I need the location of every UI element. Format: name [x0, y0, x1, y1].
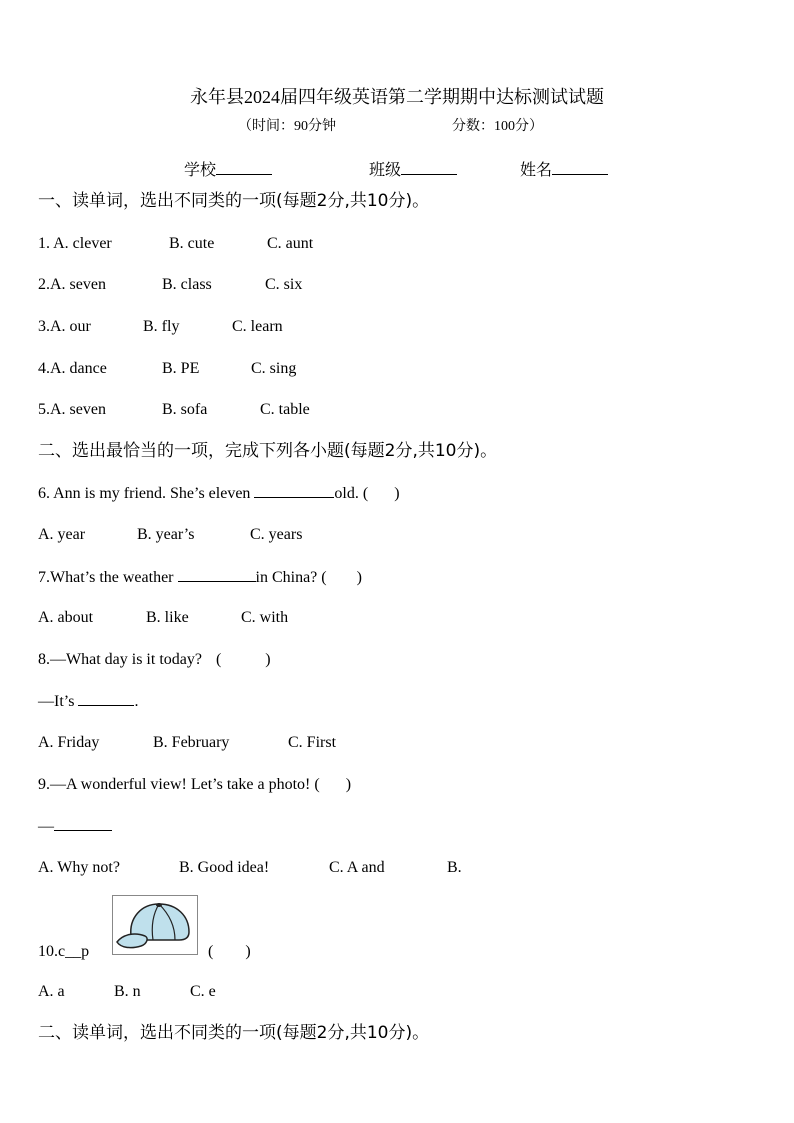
- q9-option-d[interactable]: B.: [447, 859, 462, 876]
- q4-option-a[interactable]: 4.A. dance: [38, 360, 107, 377]
- q8-reply-text: —It’s: [38, 693, 75, 710]
- q3-option-b[interactable]: B. fly: [143, 318, 180, 335]
- q1-option-c[interactable]: C. aunt: [267, 235, 314, 252]
- q7-option-b[interactable]: B. like: [146, 609, 189, 626]
- class-blank[interactable]: [401, 160, 457, 175]
- q7-option-a[interactable]: A. about: [38, 609, 94, 626]
- q3-option-c[interactable]: C. learn: [232, 318, 283, 335]
- question-8-stem: [38, 650, 271, 670]
- name-field: [520, 160, 608, 181]
- q7-blank[interactable]: [178, 567, 256, 582]
- section-2-heading: 二、选出最恰当的一项，完成下列各小题(每题2分,共10分)。: [38, 441, 498, 461]
- question-6-stem: [38, 483, 400, 504]
- q10-option-b[interactable]: B. n: [114, 983, 141, 1000]
- q9-paren-close: ): [345, 776, 352, 793]
- q6-stem-tail: old. (: [334, 485, 369, 502]
- question-10-answer: [208, 942, 251, 962]
- q6-paren-close: ): [394, 485, 400, 502]
- time-label: （时间：90分钟: [238, 119, 336, 134]
- question-8-reply: [38, 691, 138, 712]
- q7-stem-text: 7.What’s the weather: [38, 569, 178, 586]
- class-field: [369, 160, 457, 181]
- q9-option-b[interactable]: B. Good idea!: [179, 859, 270, 876]
- q8-blank[interactable]: [78, 691, 134, 706]
- q6-option-a[interactable]: A. year: [38, 526, 86, 543]
- question-10-stem: 10.c__p: [38, 943, 90, 960]
- school-field: [184, 160, 272, 181]
- section-3-heading: 二、读单词，选出不同类的一项(每题2分,共10分)。: [38, 1023, 430, 1043]
- q4-option-c[interactable]: C. sing: [251, 360, 297, 377]
- q7-option-c[interactable]: C. with: [241, 609, 289, 626]
- cap-icon: [113, 896, 197, 954]
- question-9-reply: [38, 816, 112, 837]
- q10-paren-close: ): [245, 943, 251, 960]
- cap-image: [112, 895, 198, 955]
- name-blank[interactable]: [552, 160, 608, 175]
- q8-stem-text: 8.—What day is it today?: [38, 651, 202, 668]
- q1-option-a[interactable]: 1. A. clever: [38, 235, 112, 252]
- page-title: 永年县2024届四年级英语第二学期期中达标测试试题: [190, 87, 604, 107]
- school-label: 学校: [184, 162, 217, 179]
- q5-option-c[interactable]: C. table: [260, 401, 310, 418]
- q10-paren-open: (: [208, 943, 214, 960]
- class-label: 班级: [369, 162, 402, 179]
- q6-option-b[interactable]: B. year’s: [137, 526, 195, 543]
- q10-option-a[interactable]: A. a: [38, 983, 65, 1000]
- q7-stem-tail: in China? (: [255, 569, 327, 586]
- q8-reply-end: .: [134, 693, 139, 710]
- q5-option-b[interactable]: B. sofa: [162, 401, 208, 418]
- q8-option-b[interactable]: B. February: [153, 734, 230, 751]
- q8-option-a[interactable]: A. Friday: [38, 734, 100, 751]
- question-9-stem: [38, 775, 351, 795]
- q3-option-a[interactable]: 3.A. our: [38, 318, 91, 335]
- q4-option-b[interactable]: B. PE: [162, 360, 200, 377]
- school-blank[interactable]: [216, 160, 272, 175]
- q5-option-a[interactable]: 5.A. seven: [38, 401, 106, 418]
- q9-option-c[interactable]: C. A and: [329, 859, 385, 876]
- q9-stem-text: 9.—A wonderful view! Let’s take a photo! (: [38, 776, 320, 793]
- q6-blank[interactable]: [254, 483, 334, 498]
- question-7-stem: [38, 567, 362, 588]
- section-1-heading: 一、读单词，选出不同类的一项(每题2分,共10分)。: [38, 191, 430, 211]
- score-label: 分数：100分）: [452, 119, 543, 134]
- q6-option-c[interactable]: C. years: [250, 526, 303, 543]
- q7-paren-close: ): [356, 569, 362, 586]
- q8-paren-close: ): [265, 651, 271, 668]
- q10-option-c[interactable]: C. e: [190, 983, 216, 1000]
- name-label: 姓名: [520, 162, 553, 179]
- q2-option-c[interactable]: C. six: [265, 276, 303, 293]
- q9-blank[interactable]: [54, 816, 112, 831]
- q6-stem-text: 6. Ann is my friend. She’s eleven: [38, 485, 255, 502]
- q2-option-b[interactable]: B. class: [162, 276, 212, 293]
- q1-option-b[interactable]: B. cute: [169, 235, 215, 252]
- q9-option-a[interactable]: A. Why not?: [38, 859, 120, 876]
- q8-paren-open: (: [215, 651, 222, 668]
- q9-reply-dash: —: [38, 818, 54, 835]
- q2-option-a[interactable]: 2.A. seven: [38, 276, 106, 293]
- q8-option-c[interactable]: C. First: [288, 734, 337, 751]
